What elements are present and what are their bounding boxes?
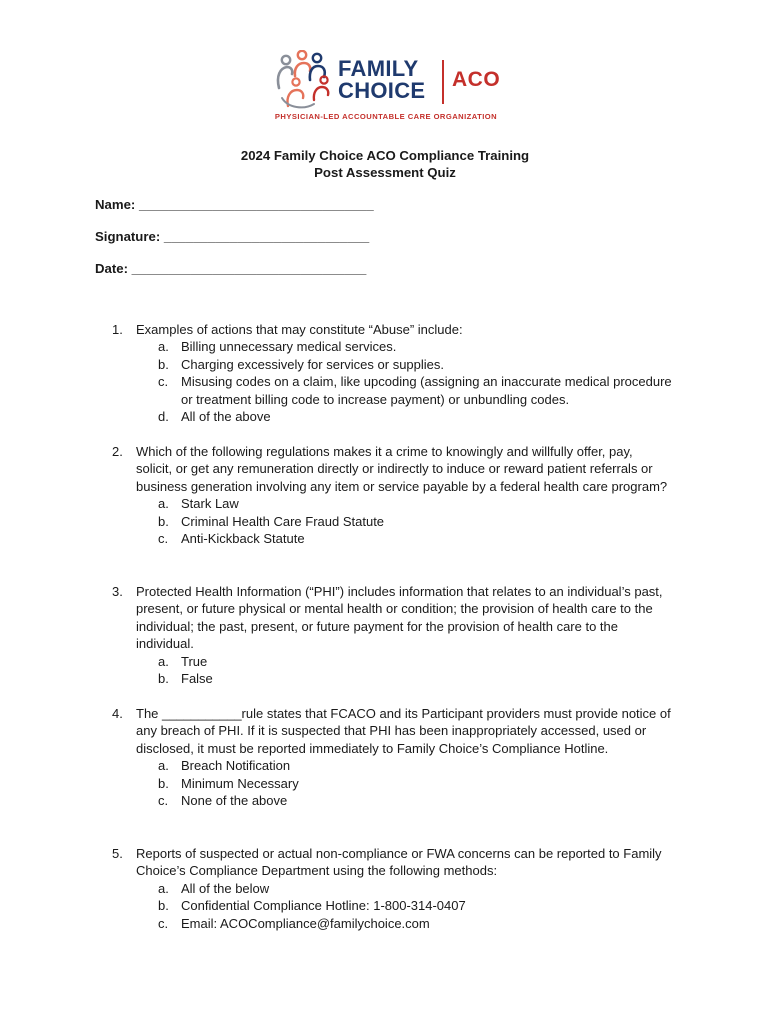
option-text: None of the above (181, 793, 288, 809)
logo-tagline: PHYSICIAN-LED ACCOUNTABLE CARE ORGANIZATION (274, 112, 498, 121)
option-text: Billing unnecessary medical services. (181, 339, 397, 355)
answer-option (158, 775, 672, 792)
option-text: Anti-Kickback Statute (181, 531, 305, 547)
question-5 (112, 845, 672, 932)
logo-brand-line2: CHOICE (338, 78, 426, 103)
question-text: The ___________rule states that FCACO and its Participant providers must provide notice of any breach of PHI. If it is suspected that PHI has been inappropriately accessed, used or disclosed, it must be reported immediately to Family Choice’s Compliance Hotline. (136, 706, 671, 756)
option-letter: a. (158, 758, 169, 774)
option-letter: a. (158, 339, 169, 355)
option-letter: c. (158, 531, 169, 547)
question-4 (112, 705, 672, 809)
option-letter: c. (158, 793, 169, 809)
answer-option (158, 513, 672, 530)
answer-option (158, 670, 672, 687)
answer-option (158, 792, 672, 809)
answer-option (158, 530, 672, 547)
option-letter: c. (158, 374, 169, 390)
answer-option (158, 915, 672, 932)
option-text: All of the above (181, 409, 271, 425)
answer-option (158, 880, 672, 897)
question-number: 4. (112, 706, 123, 721)
answer-option (158, 495, 672, 512)
option-text: Breach Notification (181, 758, 291, 774)
answer-option (158, 356, 672, 373)
option-text: Criminal Health Care Fraud Statute (181, 513, 385, 529)
option-letter: b. (158, 671, 169, 687)
logo-brand-line1: FAMILY (338, 56, 419, 81)
question-text: Examples of actions that may constitute “Abuse” include: (136, 322, 463, 337)
option-letter: b. (158, 513, 169, 529)
question-3 (112, 583, 672, 687)
option-letter: a. (158, 880, 169, 896)
answer-option (158, 373, 672, 408)
option-text: All of the below (181, 880, 270, 896)
option-text: True (181, 653, 208, 669)
logo-aco: ACO (452, 68, 501, 91)
answer-option (158, 338, 672, 355)
answer-option (158, 757, 672, 774)
option-text: False (181, 671, 213, 687)
option-letter: b. (158, 898, 169, 914)
signature-field: Signature: ____________________________ (95, 229, 370, 244)
question-number: 3. (112, 584, 123, 599)
question-number: 1. (112, 322, 123, 337)
logo-brand-name (338, 58, 425, 102)
option-letter: a. (158, 496, 169, 512)
question-2 (112, 443, 672, 547)
document-title: 2024 Family Choice ACO Compliance Training (240, 148, 530, 163)
name-field: Name: ________________________________ (95, 197, 374, 212)
option-letter: a. (158, 653, 169, 669)
question-text: Which of the following regulations makes it a crime to knowingly and willfully offer, pay, solicit, or get any remuneration directly or indirectly to induce or reward patient referrals or business generation involving any item or service payable by a federal health care program? (136, 444, 668, 494)
option-letter: b. (158, 356, 169, 372)
option-text: Email: ACOCompliance@familychoice.com (181, 915, 430, 931)
option-letter: c. (158, 915, 169, 931)
document-subtitle: Post Assessment Quiz (314, 165, 456, 180)
question-1 (112, 321, 672, 425)
answer-option (158, 408, 672, 425)
option-letter: b. (158, 775, 169, 791)
option-letter: d. (158, 409, 169, 425)
question-number: 5. (112, 846, 123, 861)
logo-divider (442, 60, 444, 104)
question-text: Protected Health Information (“PHI”) includes information that relates to an individual’s past, present, or future physical or mental health or condition; the provision of health care to the individual; the past, present, or future payment for the provision of health care to the individual. (136, 584, 663, 652)
answer-option (158, 897, 672, 914)
people-figures-icon (274, 50, 338, 112)
option-text: Charging excessively for services or supplies. (181, 356, 444, 372)
option-text: Stark Law (181, 496, 239, 512)
option-text: Misusing codes on a claim, like upcoding (assigning an inaccurate medical procedure or treatment billing code to increase payment) or unbundling codes. (181, 374, 672, 407)
question-text: Reports of suspected or actual non-compliance or FWA concerns can be reported to Family Choice’s Compliance Department using the following methods: (136, 846, 662, 879)
family-choice-aco-logo (274, 50, 501, 128)
question-number: 2. (112, 444, 123, 459)
date-field: Date: ________________________________ (95, 261, 367, 276)
option-text: Minimum Necessary (181, 775, 299, 791)
option-text: Confidential Compliance Hotline: 1-800-314-0407 (181, 898, 466, 914)
document-title-block (0, 147, 770, 181)
answer-option (158, 653, 672, 670)
